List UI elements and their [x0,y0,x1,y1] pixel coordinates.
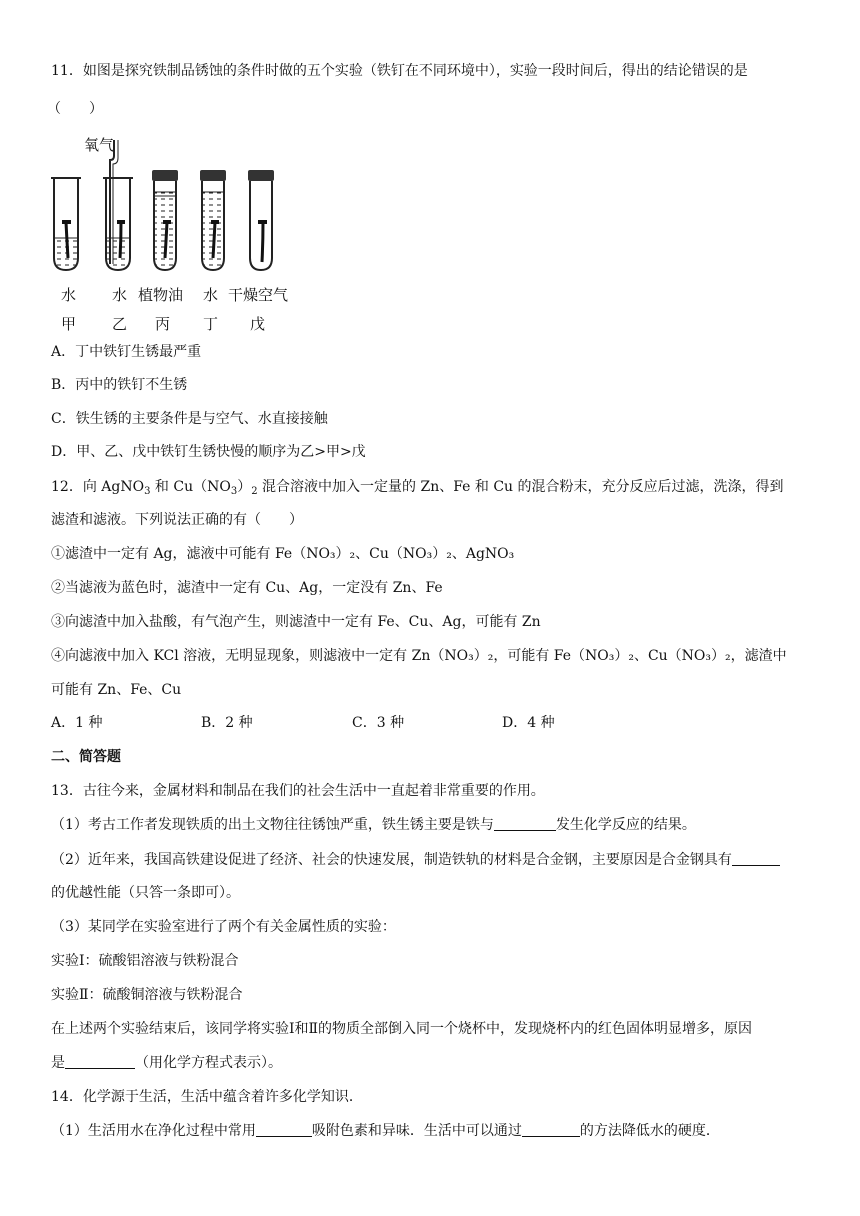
answer-blank[interactable] [522,1122,580,1137]
iron-nail [165,222,167,258]
medium-label-ding: 水 [203,286,219,304]
tube-wu [248,170,274,270]
q14-part1: （1）生活用水在净化过程中常用 吸附色素和异味．生活中可以通过 的方法降低水的硬度． [51,1123,720,1139]
q13-part2-line2: 的优越性能（只答一条即可）。 [51,885,240,901]
q14-stem: 14．化学源于生活，生活中蕴含着许多化学知识． [51,1089,363,1105]
q13-part3-line1: 在上述两个实验结束后，该同学将实验Ⅰ和Ⅱ的物质全部倒入同一个烧杯中，发现烧杯内的红色固体明显增多，原因 [51,1021,753,1037]
q11-option-b: B．丙中的铁钉不生锈 [51,377,188,393]
q11-stem-line2: （ ） [47,101,103,117]
q13-stem: 13．古往今来，金属材料和制品在我们的社会生活中一直起着非常重要的作用。 [51,783,545,799]
tube-label-yi: 乙 [112,315,128,333]
q11-option-a: A．丁中铁钉生锈最严重 [51,344,202,360]
q12-statement-2: ②当滤液为蓝色时，滤渣中一定有 Cu、Ag，一定没有 Zn、Fe [51,580,443,596]
tube-jia [51,178,81,270]
iron-nail [120,222,121,258]
tube-bing [152,170,178,270]
medium-label-jia: 水 [61,286,77,304]
q12-statement-1: ①滤渣中一定有 Ag，滤液中可能有 Fe（NO₃）₂、Cu（NO₃）₂、AgNO₃ [51,546,515,562]
q12-option-d: D．4 种 [502,715,555,731]
q12-statement-4-line1: ④向滤液中加入 KCl 溶液，无明显现象，则滤液中一定有 Zn（NO₃）₂，可能有 Fe（NO₃）₂、Cu（NO₃）₂，滤渣中 [51,648,787,664]
iron-nail [262,222,263,262]
q11-option-c: C．铁生锈的主要条件是与空气、水直接接触 [51,411,328,427]
q12-statement-3: ③向滤渣中加入盐酸，有气泡产生，则滤渣中一定有 Fe、Cu、Ag，可能有 Zn [51,614,541,630]
iron-nail [213,222,215,258]
q12-option-b: B．2 种 [201,715,253,731]
oxygen-label: 氧气 [84,136,115,154]
section-heading: 二、简答题 [51,749,121,765]
answer-blank[interactable] [65,1054,135,1069]
answer-blank[interactable] [494,816,556,831]
q13-part3-line2: 是 （用化学方程式表示）。 [51,1055,282,1071]
q12-option-a: A．1 种 [51,715,103,731]
q13-part1: （1）考古工作者发现铁质的出土文物往往锈蚀严重，铁生锈主要是铁与 发生化学反应的结果。 [51,817,696,833]
medium-label-yi: 水 [112,286,128,304]
q12-option-c: C．3 种 [352,715,405,731]
q12-stem-line1: 12．向 AgNO$_3$ 和 $Cu(NO_3)_2$ 混合溶液中加入一定量的 Zn、Fe 和 Cu 的混合粉末，充分反应后过滤，洗涤，得到 [51,479,784,497]
medium-label-bing: 植物油 [138,286,184,304]
q11-test-tube-figure [40,130,310,278]
q12-statement-4-line2: 可能有 Zn、Fe、Cu [51,682,182,698]
answer-blank[interactable] [732,851,780,866]
q13-experiment-2: 实验Ⅱ：硫酸铜溶液与铁粉混合 [51,987,243,1003]
medium-label-wu: 干燥空气 [228,286,289,304]
tube-label-wu: 戊 [250,315,266,333]
tube-ding [200,170,226,270]
q13-part3: （3）某同学在实验室进行了两个有关金属性质的实验： [51,919,396,935]
q13-part2-line1: （2）近年来，我国高铁建设促进了经济、社会的快速发展，制造铁轨的材料是合金钢，主要原因是合金钢具有 [51,850,780,870]
tube-label-ding: 丁 [203,315,219,333]
q13-experiment-1: 实验Ⅰ：硫酸铝溶液与铁粉混合 [51,953,239,969]
tube-label-jia: 甲 [61,315,77,333]
q11-stem-line1: 11．如图是探究铁制品锈蚀的条件时做的五个实验（铁钉在不同环境中），实验一段时间后，得出的结论错误的是 [51,63,748,79]
q12-stem-line2: 滤渣和滤液。下列说法正确的有（ ） [51,512,303,528]
iron-nail [66,222,68,258]
q11-option-d: D．甲、乙、戊中铁钉生锈快慢的顺序为乙>甲>戊 [51,444,366,460]
tube-yi [103,140,133,270]
answer-blank[interactable] [256,1122,312,1137]
tube-label-bing: 丙 [155,315,171,333]
